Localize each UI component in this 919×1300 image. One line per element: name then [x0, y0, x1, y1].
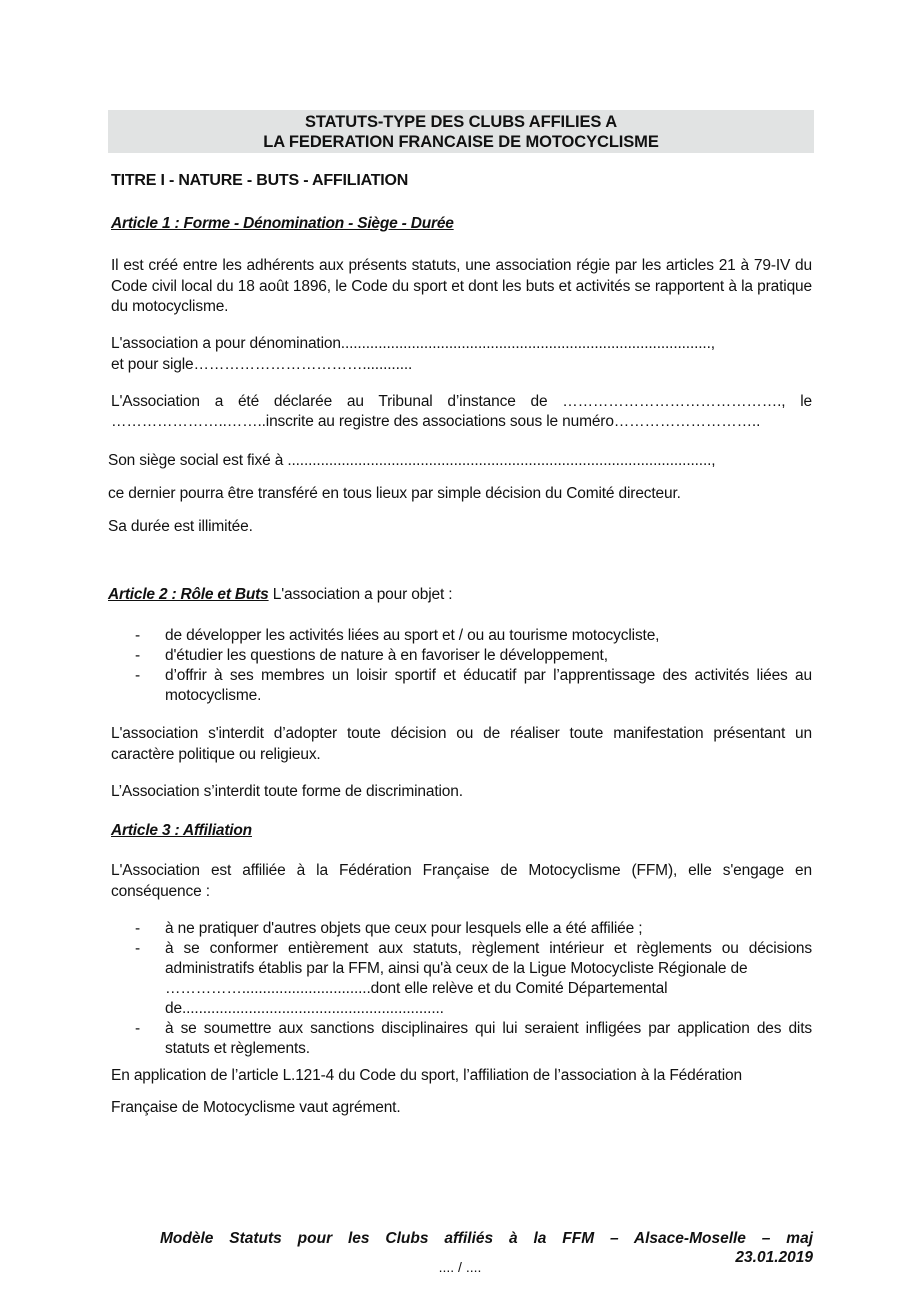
- document-title-line1: STATUTS-TYPE DES CLUBS AFFILIES A: [304, 113, 618, 131]
- article1-declaration-line2: …………………..……..inscrite au registre des associations sous le numéro………………………..: [111, 413, 761, 430]
- article2-bullet-list: [135, 626, 812, 706]
- section-title: TITRE I - NATURE - BUTS - AFFILIATION: [111, 172, 409, 189]
- article2-heading: Article 2 : Rôle et Buts: [108, 586, 269, 603]
- article1-transfer-line: ce dernier pourra être transféré en tous lieux par simple décision du Comité directeur.: [108, 485, 681, 502]
- footer-date: 23.01.2019: [735, 1249, 813, 1266]
- page-number: .... / ....: [438, 1259, 482, 1275]
- article1-declaration-line1: L'Association a été déclarée au Tribunal d’instance de ……………………………………., le: [111, 393, 812, 410]
- article3-para2-line2: Française de Motocyclisme vaut agrément.: [111, 1099, 401, 1116]
- list-item: - de développer les activités liées au sport et / ou au tourisme motocycliste,: [135, 627, 660, 644]
- list-item: - d'étudier les questions de nature à en favoriser le développement,: [135, 647, 608, 664]
- article2-heading-row: [108, 585, 809, 606]
- list-item: - à se soumettre aux sanctions disciplinaires qui lui seraient infligées par application des dits statuts et règlements.: [135, 1020, 812, 1057]
- article3-para1: L'Association est affiliée à la Fédération Française de Motocyclisme (FFM), elle s'engage en conséquence :: [111, 862, 812, 900]
- document-title-line2: LA FEDERATION FRANCAISE DE MOTOCYCLISME: [263, 133, 659, 151]
- article3-para2-line1: En application de l’article L.121-4 du Code du sport, l’affiliation de l’association à la Fédération: [111, 1067, 742, 1084]
- list-item-continuation: ……………...............................dont elle relève et du Comité Départemental: [165, 980, 668, 997]
- article3-heading: Article 3 : Affiliation: [111, 822, 252, 839]
- footer-line1: Modèle Statuts pour les Clubs affiliés à la FFM – Alsace-Moselle – maj: [160, 1230, 813, 1247]
- list-item: - à se conformer entièrement aux statuts, règlement intérieur et règlements ou décisions administratifs établis par la FFM, ainsi qu'à ceux de la Ligue Motocycliste Régionale de: [135, 940, 812, 977]
- article3-bullet-list: [135, 919, 812, 1059]
- list-item: - d’offrir à ses membres un loisir sportif et éducatif par l’apprentissage des activités liées au motocyclisme.: [135, 667, 812, 704]
- list-item-continuation: de...............................................................: [165, 1000, 444, 1017]
- document-title-box: [108, 110, 814, 153]
- article2-para1: L'association s'interdit d’adopter toute décision ou de réaliser toute manifestation présentant un caractère politique ou religieux.: [111, 725, 812, 763]
- article1-sigle-line: et pour sigle……………………………............: [111, 356, 413, 373]
- article1-siege-line: Son siège social est fixé à ......................................................................................................,: [108, 452, 716, 469]
- article1-denomination-line: L'association a pour dénomination.........................................................................................,: [111, 335, 715, 352]
- article2-intro: L'association a pour objet :: [268, 586, 453, 603]
- article2-para2: L’Association s’interdit toute forme de discrimination.: [111, 783, 463, 800]
- article1-duree-line: Sa durée est illimitée.: [108, 518, 253, 535]
- list-item: - à ne pratiquer d'autres objets que ceux pour lesquels elle a été affiliée ;: [135, 920, 643, 937]
- article1-heading: Article 1 : Forme - Dénomination - Siège - Durée: [111, 215, 454, 232]
- article1-para1: Il est créé entre les adhérents aux présents statuts, une association régie par les articles 21 à 79-IV du Code civil local du 18 août 1896, le Code du sport et dont les buts et activités se rapportent à la pratique du motocyclisme.: [111, 257, 812, 315]
